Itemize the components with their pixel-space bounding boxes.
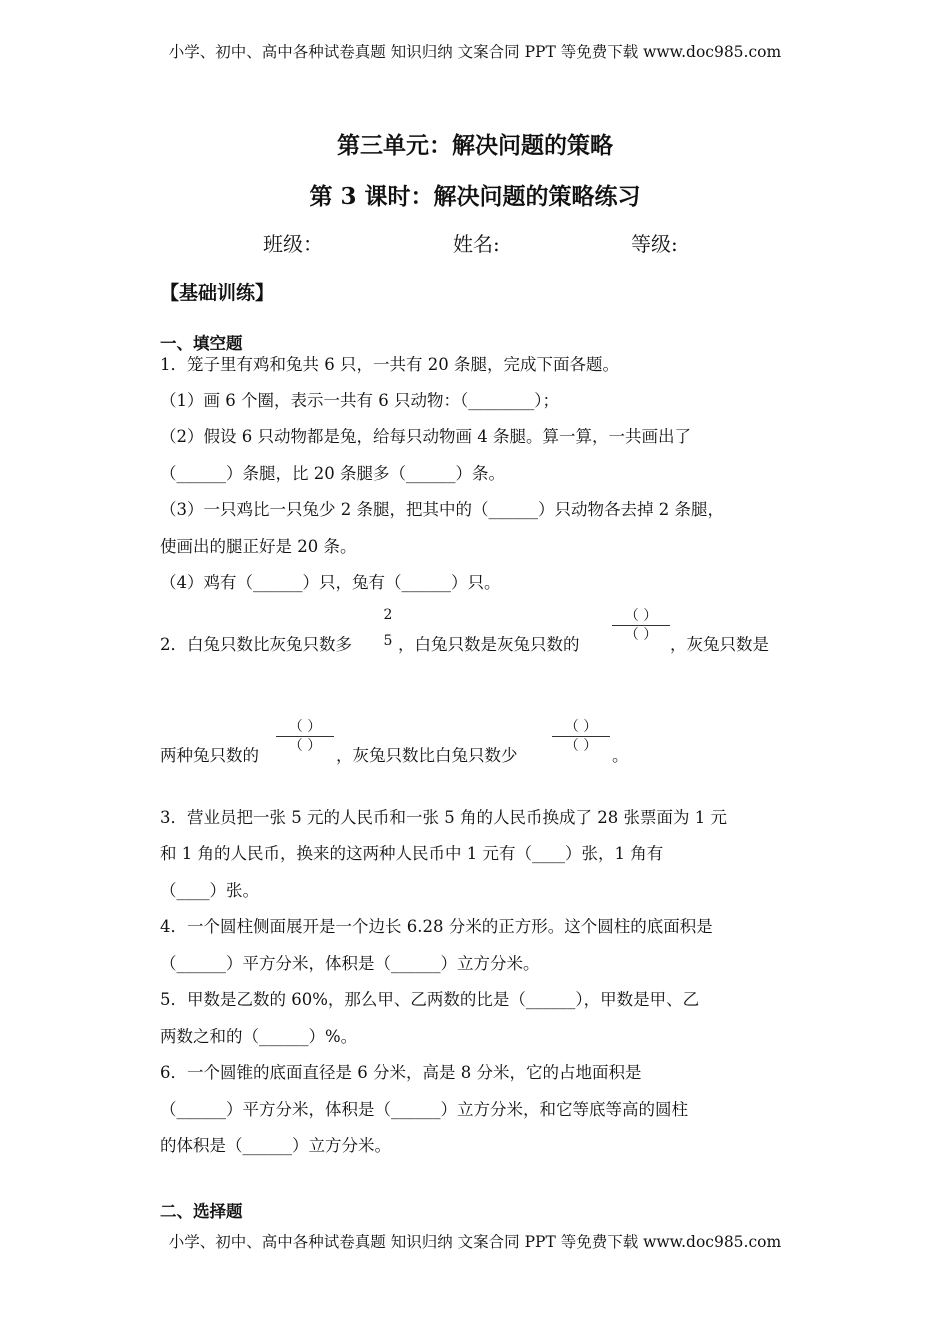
- blank-denominator: （ ）: [288, 738, 322, 754]
- q5-line1: 5．甲数是乙数的 60%，那么甲、乙两数的比是（______），甲数是甲、乙: [160, 990, 700, 1009]
- q2-text-f: 。: [612, 746, 629, 765]
- q1-sub2-line1: （2）假设 6 只动物都是兔，给每只动物画 4 条腿。算一算，一共画出了: [160, 427, 691, 446]
- q1-sub1: （1）画 6 个圈，表示一共有 6 只动物：（________）；: [160, 391, 559, 410]
- blank-numerator: （ ）: [624, 608, 658, 624]
- lesson-title: 第 3 课时：解决问题的策略练习: [309, 183, 641, 210]
- page-header: 小学、初中、高中各种试卷真题 知识归纳 文案合同 PPT 等免费下载 www.doc985.com: [168, 43, 782, 61]
- q4-line2: （______）平方分米，体积是（______）立方分米。: [160, 954, 540, 973]
- part1-fill-in-title: 一、填空题: [160, 334, 243, 353]
- grade-label: 等级:: [631, 232, 678, 256]
- q1-sub3-line1: （3）一只鸡比一只兔少 2 条腿，把其中的（______）只动物各去掉 2 条腿，: [160, 500, 724, 519]
- fraction-denominator: 5: [383, 633, 393, 649]
- q2-text-a: 2．白兔只数比灰兔只数多: [160, 635, 352, 654]
- q3-line1: 3．营业员把一张 5 元的人民币和一张 5 角的人民币换成了 28 张票面为 1 元: [160, 808, 727, 827]
- name-label: 姓名:: [453, 232, 500, 256]
- blank-denominator: （ ）: [564, 738, 598, 754]
- q2-text-c: ，灰兔只数是: [670, 635, 769, 654]
- blank-denominator: （ ）: [624, 627, 658, 643]
- blank-numerator: （ ）: [288, 719, 322, 735]
- blank-numerator: （ ）: [564, 719, 598, 735]
- q2-fraction-two-fifths: [380, 606, 396, 650]
- class-label: 班级：: [263, 232, 323, 256]
- q1-sub3-line2: 使画出的腿正好是 20 条。: [160, 537, 357, 556]
- q2-blank-fraction-1: [612, 607, 670, 644]
- q1-sub2-line2: （______）条腿，比 20 条腿多（______）条。: [160, 464, 505, 483]
- section-basic-training: 【基础训练】: [160, 282, 275, 304]
- fraction-numerator: 2: [383, 607, 393, 623]
- part2-choice-title: 二、选择题: [160, 1202, 243, 1221]
- q6-line3: 的体积是（______）立方分米。: [160, 1136, 391, 1155]
- q2-text-d: 两种兔只数的: [160, 746, 259, 765]
- q2-text-e: ，灰兔只数比白兔只数少: [336, 746, 518, 765]
- q2-blank-fraction-2: [276, 718, 334, 755]
- unit-title: 第三单元：解决问题的策略: [337, 132, 613, 159]
- q2-text-b: ，白兔只数是灰兔只数的: [398, 635, 580, 654]
- q6-line2: （______）平方分米，体积是（______）立方分米，和它等底等高的圆柱: [160, 1100, 688, 1119]
- q1-sub4: （4）鸡有（______）只，兔有（______）只。: [160, 573, 501, 592]
- q2-blank-fraction-3: [552, 718, 610, 755]
- q3-line2: 和 1 角的人民币，换来的这两种人民币中 1 元有（____）张，1 角有: [160, 844, 664, 863]
- q4-line1: 4．一个圆柱侧面展开是一个边长 6.28 分米的正方形。这个圆柱的底面积是: [160, 917, 713, 936]
- q6-line1: 6．一个圆锥的底面直径是 6 分米，高是 8 分米，它的占地面积是: [160, 1063, 642, 1082]
- q1-stem: 1．笼子里有鸡和兔共 6 只，一共有 20 条腿，完成下面各题。: [160, 355, 619, 374]
- q3-line3: （____）张。: [160, 881, 259, 900]
- q5-line2: 两数之和的（______）%。: [160, 1027, 358, 1046]
- page-footer: 小学、初中、高中各种试卷真题 知识归纳 文案合同 PPT 等免费下载 www.doc985.com: [168, 1233, 782, 1251]
